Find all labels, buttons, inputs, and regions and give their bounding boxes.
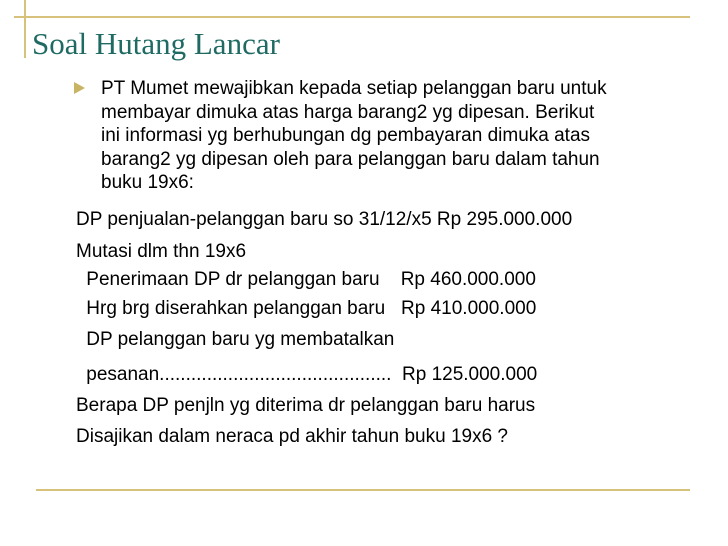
triangle-bullet-icon	[74, 82, 85, 94]
bullet-line: membayar dimuka atas harga barang2 yg dipesan. Berikut	[101, 101, 595, 123]
delivered-line: Hrg brg diserahkan pelanggan baru Rp 410.000.000	[81, 298, 537, 319]
top-accent-line	[14, 16, 690, 18]
receipt-line: Penerimaan DP dr pelanggan baru Rp 460.000.000	[81, 269, 536, 290]
bottom-accent-line	[36, 489, 690, 491]
left-accent-line	[24, 0, 26, 58]
cancel-line: DP pelanggan baru yg membatalkan	[81, 329, 395, 350]
slide-title: Soal Hutang Lancar	[32, 26, 280, 61]
cancel-amount-line: pesanan............................................ Rp 125.000.000	[81, 364, 538, 385]
question-line: Berapa DP penjln yg diterima dr pelanggan baru harus	[76, 395, 536, 416]
question-line: Disajikan dalam neraca pd akhir tahun buku 19x6 ?	[76, 426, 508, 447]
bullet-text	[101, 77, 607, 195]
bullet-line: barang2 yg dipesan oleh para pelanggan baru dalam tahun	[101, 148, 600, 170]
bullet-line: ini informasi yg berhubungan dg pembayaran dimuka atas	[101, 125, 591, 146]
mutation-heading: Mutasi dlm thn 19x6	[76, 241, 247, 262]
bullet-line: PT Mumet mewajibkan kepada setiap pelanggan baru untuk	[101, 78, 607, 99]
bullet-line: buku 19x6:	[101, 172, 194, 193]
opening-balance-line: DP penjualan-pelanggan baru so 31/12/x5 Rp 295.000.000	[76, 209, 573, 230]
